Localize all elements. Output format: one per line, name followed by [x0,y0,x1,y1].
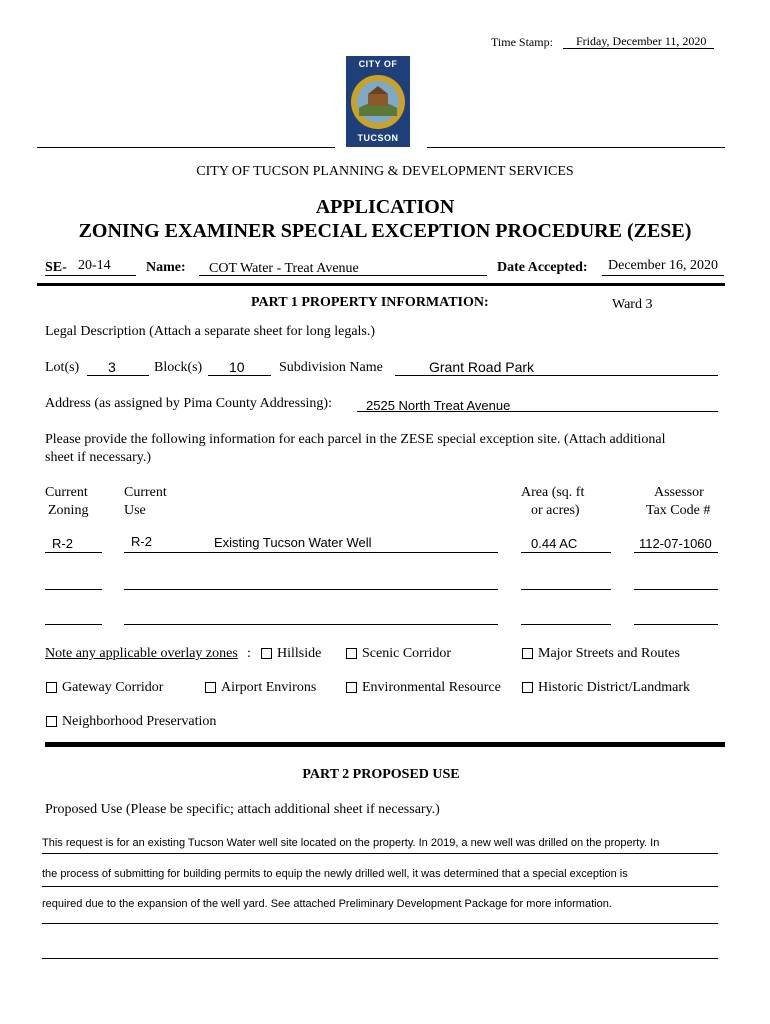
neighborhood-preservation-label: Neighborhood Preservation [62,714,217,729]
parcel-note-line2: sheet if necessary.) [45,450,151,465]
logo-bottom-text: TUCSON [357,133,399,143]
timestamp-value: Friday, December 11, 2020 [576,34,707,48]
divider-part2 [45,742,725,747]
proposed-use-prompt: Proposed Use (Please be specific; attach additional sheet if necessary.) [45,802,440,817]
row1-use-zone[interactable]: R-2 [131,534,152,549]
lots-label: Lot(s) [45,360,80,375]
name-label: Name: [146,260,186,275]
historic-district-label: Historic District/Landmark [538,680,691,695]
overlay-colon: : [247,646,251,661]
col-area-1: Area (sq. ft [521,485,585,500]
agency-name: CITY OF TUCSON PLANNING & DEVELOPMENT SERVICES [196,164,574,179]
historic-district-checkbox[interactable] [522,682,533,693]
col-area-2: or acres) [531,503,580,518]
title-application: APPLICATION [315,196,455,218]
part2-heading: PART 2 PROPOSED USE [302,767,460,782]
proposed-use-line1[interactable]: This request is for an existing Tucson Water well site located on the property. In 2019, a new well was drilled on the property. In [42,837,660,849]
col-tax-1: Assessor [654,485,704,500]
address-value[interactable]: 2525 North Treat Avenue [366,398,511,413]
proposed-use-line2[interactable]: the process of submitting for building permits to equip the newly drilled well, it was determined that a special exception is [42,868,628,880]
scenic-corridor-checkbox[interactable] [346,648,357,659]
proposed-use-line3[interactable]: required due to the expansion of the well yard. See attached Preliminary Development Package for more information. [42,898,612,910]
title-zese: ZONING EXAMINER SPECIAL EXCEPTION PROCEDURE (ZESE) [78,220,692,242]
row1-use[interactable]: Existing Tucson Water Well [214,535,372,550]
city-seal-logo [346,56,410,147]
col-use-1: Current [124,485,167,500]
gateway-corridor-label: Gateway Corridor [62,680,164,695]
airport-environs-checkbox[interactable] [205,682,216,693]
major-streets-checkbox[interactable] [522,648,533,659]
col-tax-2: Tax Code # [646,503,711,518]
col-use-2: Use [124,503,146,518]
environmental-resource-label: Environmental Resource [362,680,501,695]
row1-area[interactable]: 0.44 AC [531,536,578,551]
subdivision-value[interactable]: Grant Road Park [429,359,535,375]
airport-environs-label: Airport Environs [221,680,317,695]
hillside-label: Hillside [277,646,322,661]
scenic-corridor-label: Scenic Corridor [362,646,452,661]
row1-tax[interactable]: 112-07-1060 [639,536,712,551]
date-accepted-label: Date Accepted: [497,260,588,275]
lots-value[interactable]: 3 [108,359,116,375]
environmental-resource-checkbox[interactable] [346,682,357,693]
timestamp-label: Time Stamp: [491,35,553,49]
col-zoning-1: Current [45,485,88,500]
neighborhood-preservation-checkbox[interactable] [46,716,57,727]
logo-top-text: CITY OF [358,59,398,69]
major-streets-label: Major Streets and Routes [538,646,680,661]
address-label: Address (as assigned by Pima County Addressing): [45,396,332,411]
parcel-note-line1: Please provide the following information for each parcel in the ZESE special exception site. (Attach additional [45,432,666,447]
divider-thick [37,283,725,286]
gateway-corridor-checkbox[interactable] [46,682,57,693]
date-accepted-value: December 16, 2020 [608,258,719,273]
se-label: SE- [45,260,67,275]
se-value: 20-14 [78,258,111,273]
row1-zoning[interactable]: R-2 [52,536,73,551]
name-value: COT Water - Treat Avenue [209,261,359,276]
block-value[interactable]: 10 [229,359,245,375]
legal-description-label: Legal Description (Attach a separate sheet for long legals.) [45,324,376,339]
overlay-label: Note any applicable overlay zones [45,646,238,661]
part1-heading: PART 1 PROPERTY INFORMATION: [251,295,489,310]
ward: Ward 3 [612,297,653,312]
col-zoning-2: Zoning [48,503,89,518]
block-label: Block(s) [154,360,203,375]
hillside-checkbox[interactable] [261,648,272,659]
subdivision-label: Subdivision Name [279,360,383,375]
